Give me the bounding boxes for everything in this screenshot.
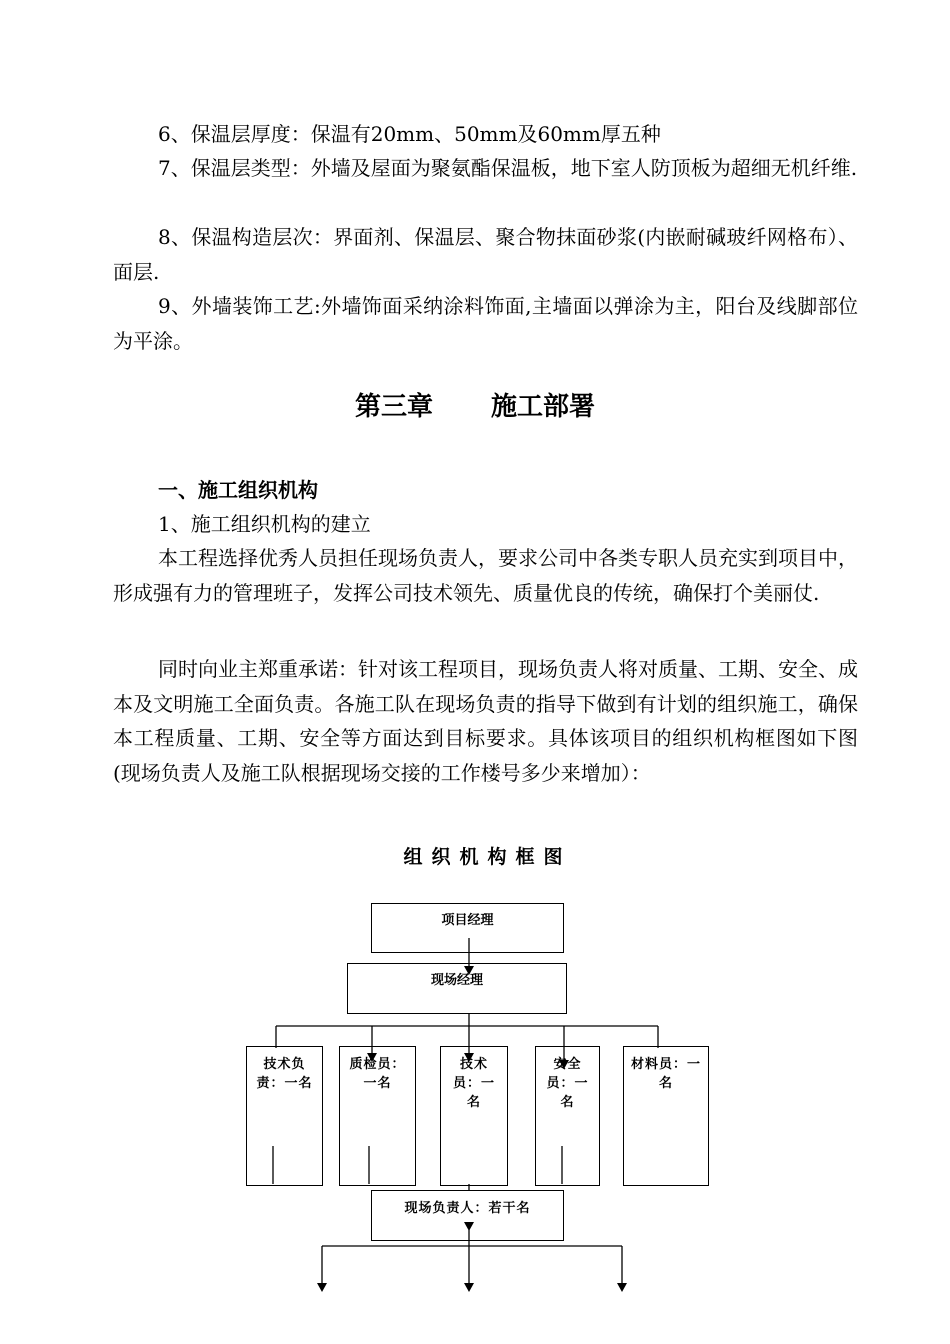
node-quality-inspector: 质检员：一名 <box>339 1046 416 1186</box>
paragraph-insulation-thickness: 6、保温层厚度：保温有20mm、50mm及60mm厚五种 <box>158 122 661 146</box>
paragraph-wall-finish: 9、外墙装饰工艺:外墙饰面采纳涂料饰面,主墙面以弹涂为主，阳台及线脚部位为平涂。 <box>113 294 858 353</box>
chapter-number: 第三章 <box>354 392 433 422</box>
node-safety-officer: 安全员：一名 <box>535 1046 600 1186</box>
node-materials-clerk: 材料员：一名 <box>623 1046 709 1186</box>
node-site-leads: 现场负责人：若干名 <box>371 1190 564 1241</box>
section-heading: 一、施工组织机构 <box>158 478 318 502</box>
node-technician: 技术员：一名 <box>440 1046 508 1186</box>
subsection-heading: 1、施工组织机构的建立 <box>158 512 371 536</box>
node-site-manager: 现场经理 <box>347 963 567 1014</box>
chapter-name: 施工部署 <box>491 392 596 422</box>
paragraph-commitment: 同时向业主郑重承诺：针对该工程项目，现场负责人将对质量、工期、安全、成本及文明施工全面负责。各施工队在现场负责的指导下做到有计划的组织施工，确保本工程质量、工期、安全等方面达到目标要求。具体该项目的组织机构框图如下图(现场负责人及施工队根据现场交接的工作楼号多少来增加）： <box>113 657 858 785</box>
arrow-center <box>464 1283 474 1292</box>
paragraph-insulation-type: 7、保温层类型：外墙及屋面为聚氨酯保温板，地下室人防顶板为超细无机纤维. <box>158 156 858 180</box>
node-tech-lead: 技术负责：一名 <box>246 1046 323 1186</box>
org-chart-title: 组织机构框图 <box>403 846 572 868</box>
paragraph-insulation-layers: 8、保温构造层次：界面剂、保温层、聚合物抹面砂浆(内嵌耐碱玻纤网格布）、面层. <box>113 225 858 284</box>
paragraph-staffing: 本工程选择优秀人员担任现场负责人，要求公司中各类专职人员充实到项目中，形成强有力的管理班子，发挥公司技术领先、质量优良的传统，确保打个美丽仗. <box>113 546 858 605</box>
arrow-right <box>617 1283 627 1292</box>
node-project-manager: 项目经理 <box>371 903 564 953</box>
arrow-left <box>317 1283 327 1292</box>
